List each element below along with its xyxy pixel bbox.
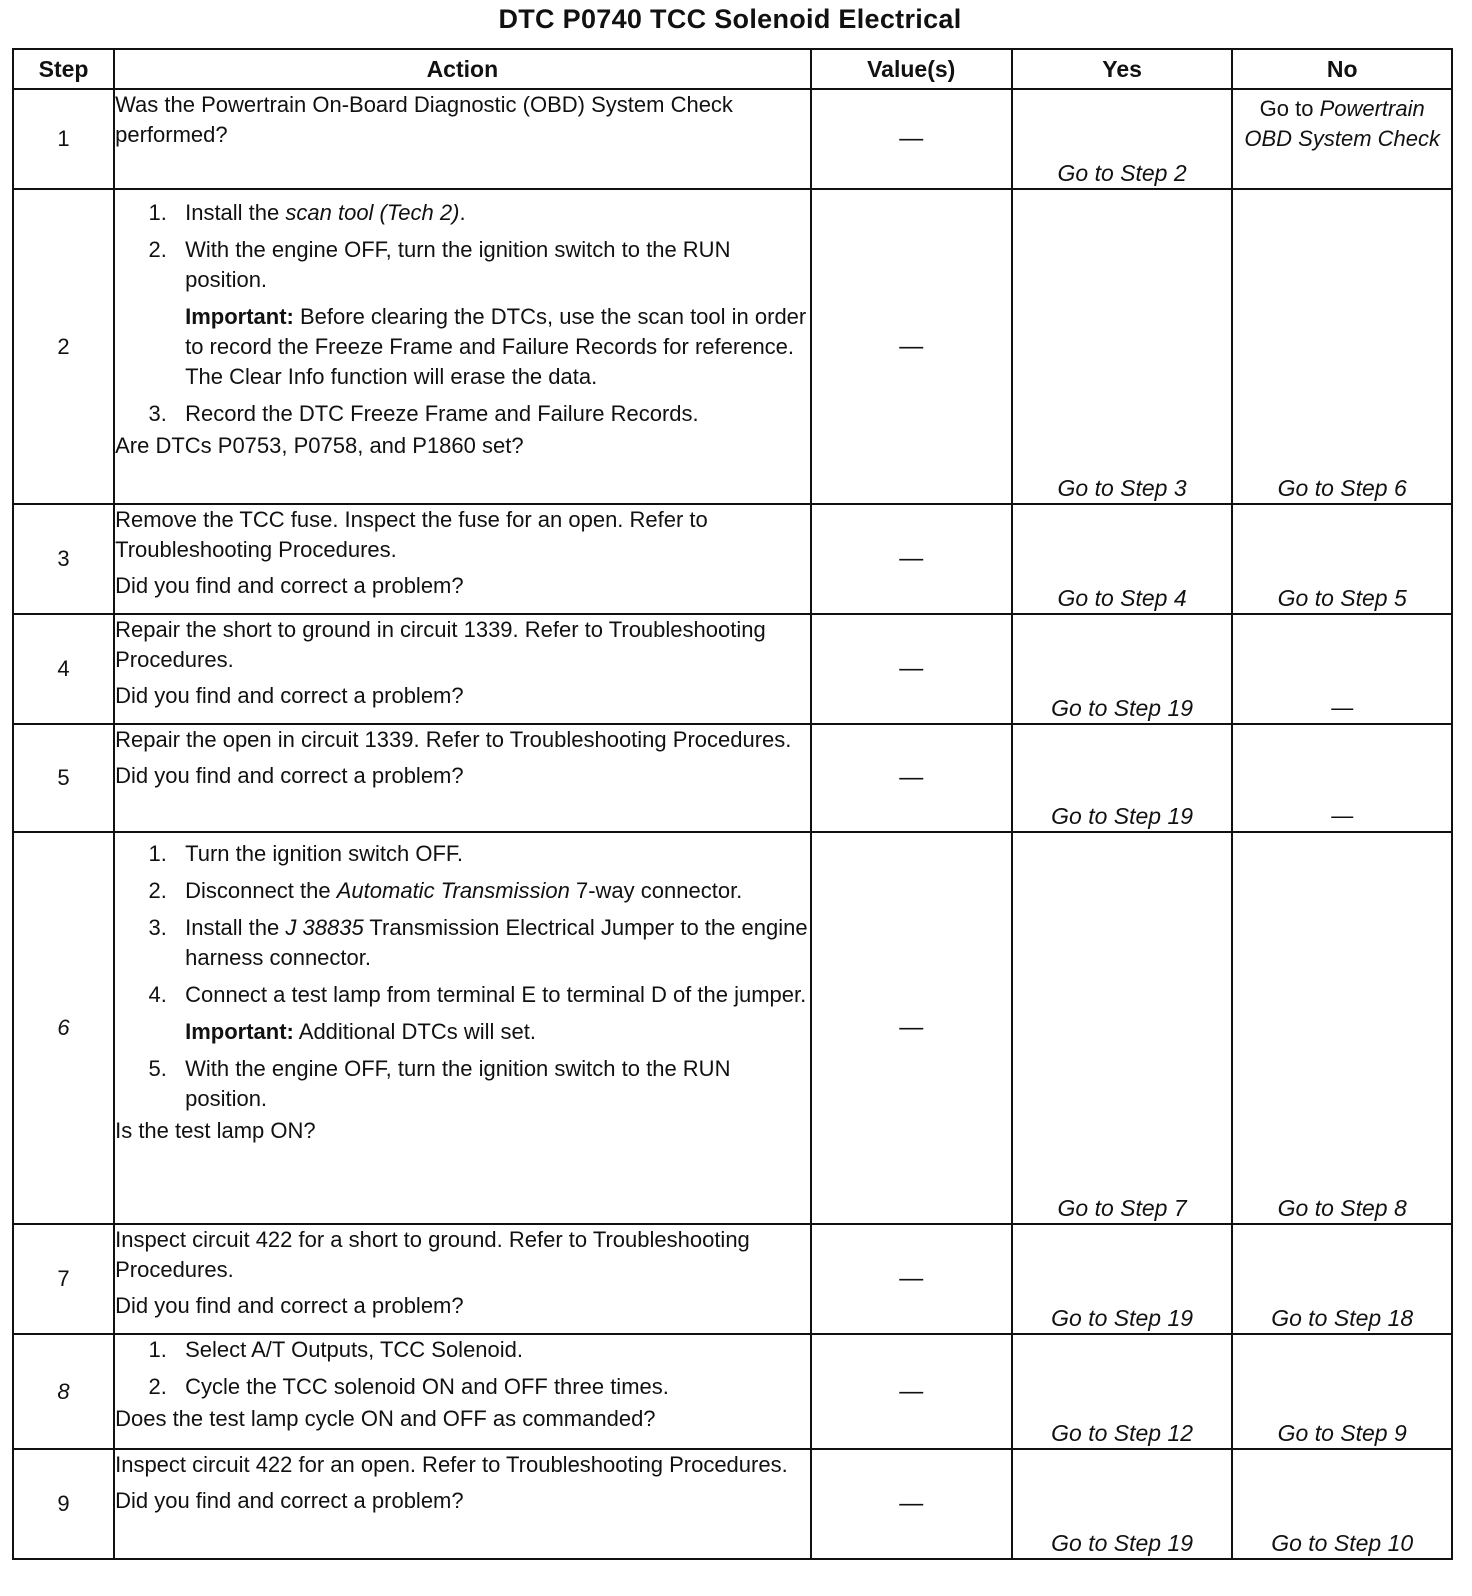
yes-cell: Go to Step 7 (1012, 832, 1233, 1224)
yes-cell: Go to Step 2 (1012, 89, 1233, 189)
table-row (13, 504, 1452, 614)
table-row (13, 724, 1452, 832)
list-item: 1. Select A/T Outputs, TCC Solenoid. (179, 1335, 810, 1365)
action-cell (114, 1334, 811, 1449)
value-cell: — (811, 1334, 1012, 1449)
list-item: 4. Connect a test lamp from terminal E to terminal D of the jumper. (179, 980, 810, 1010)
yes-cell: Go to Step 19 (1012, 1224, 1233, 1334)
step-number: 4 (13, 614, 114, 724)
action-list (115, 1335, 810, 1402)
list-item: 2. With the engine OFF, turn the ignition switch to the RUN position. (179, 235, 810, 295)
action-cell (114, 504, 811, 614)
list-item: 3. Install the J 38835 Transmission Electrical Jumper to the engine harness connector. (179, 913, 810, 973)
yes-cell: Go to Step 12 (1012, 1334, 1233, 1449)
no-cell: Go to Step 8 (1232, 832, 1452, 1224)
action-list (115, 198, 810, 295)
list-item: 3. Record the DTC Freeze Frame and Failure Records. (179, 399, 810, 429)
value-cell: — (811, 189, 1012, 504)
action-question: Did you find and correct a problem? (115, 683, 464, 708)
action-question: Did you find and correct a problem? (115, 1293, 464, 1318)
step-number: 2 (13, 189, 114, 504)
value-cell: — (811, 1449, 1012, 1559)
action-text: Repair the short to ground in circuit 1339. Refer to Troubleshooting Procedures. (115, 617, 766, 672)
action-text: Inspect circuit 422 for a short to ground. Refer to Troubleshooting Procedures. (115, 1227, 750, 1282)
action-list (115, 839, 810, 1010)
header-no: No (1232, 49, 1452, 89)
no-cell: Go to Step 10 (1232, 1449, 1452, 1559)
action-text: Was the Powertrain On-Board Diagnostic (OBD) System Check performed? (115, 92, 733, 147)
action-cell (114, 832, 811, 1224)
action-cell (114, 89, 811, 189)
action-cell (114, 1224, 811, 1334)
list-item: 5. With the engine OFF, turn the ignition switch to the RUN position. (179, 1054, 810, 1114)
diagnostic-table (12, 48, 1453, 1560)
step-number: 9 (13, 1449, 114, 1559)
value-cell: — (811, 504, 1012, 614)
action-text: Repair the open in circuit 1339. Refer to Troubleshooting Procedures. (115, 727, 792, 752)
action-cell (114, 724, 811, 832)
header-step: Step (13, 49, 114, 89)
action-question: Is the test lamp ON? (115, 1118, 316, 1143)
important-note: Important: Additional DTCs will set. (185, 1019, 536, 1044)
table-row (13, 614, 1452, 724)
action-question: Did you find and correct a problem? (115, 1488, 464, 1513)
action-question: Does the test lamp cycle ON and OFF as commanded? (115, 1406, 656, 1431)
important-note: Important: Before clearing the DTCs, use the scan tool in order to record the Freeze Frame and Failure Records for reference. The Clear Info function will erase the data. (185, 304, 807, 389)
step-number: 6 (13, 832, 114, 1224)
yes-cell: Go to Step 19 (1012, 724, 1233, 832)
list-item: 1. Install the scan tool (Tech 2). (179, 198, 810, 228)
no-cell: Go to Step 9 (1232, 1334, 1452, 1449)
no-cell: Go to Step 5 (1232, 504, 1452, 614)
no-prefix: Go to (1259, 96, 1314, 121)
header-action: Action (114, 49, 811, 89)
action-question: Did you find and correct a problem? (115, 573, 464, 598)
table-row (13, 832, 1452, 1224)
action-cell (114, 1449, 811, 1559)
header-yes: Yes (1012, 49, 1233, 89)
action-question: Are DTCs P0753, P0758, and P1860 set? (115, 433, 524, 458)
list-item: 2. Disconnect the Automatic Transmission 7-way connector. (179, 876, 810, 906)
no-cell (1232, 89, 1452, 189)
step-number: 7 (13, 1224, 114, 1334)
yes-cell: Go to Step 4 (1012, 504, 1233, 614)
value-cell: — (811, 614, 1012, 724)
action-text: Inspect circuit 422 for an open. Refer to Troubleshooting Procedures. (115, 1452, 788, 1477)
action-cell (114, 614, 811, 724)
action-question: Did you find and correct a problem? (115, 763, 464, 788)
yes-cell: Go to Step 19 (1012, 614, 1233, 724)
step-number: 8 (13, 1334, 114, 1449)
list-item: 1. Turn the ignition switch OFF. (179, 839, 810, 869)
value-cell: — (811, 89, 1012, 189)
table-row (13, 189, 1452, 504)
value-cell: — (811, 1224, 1012, 1334)
page-title: DTC P0740 TCC Solenoid Electrical (498, 4, 962, 34)
no-cell: — (1232, 724, 1452, 832)
list-item: 2. Cycle the TCC solenoid ON and OFF three times. (179, 1372, 810, 1402)
table-row (13, 1224, 1452, 1334)
action-text: Remove the TCC fuse. Inspect the fuse for an open. Refer to Troubleshooting Procedures. (115, 507, 708, 562)
value-cell: — (811, 724, 1012, 832)
no-reference: Powertrain OBD System Check (1244, 96, 1440, 151)
action-list (115, 1054, 810, 1114)
no-cell: Go to Step 18 (1232, 1224, 1452, 1334)
table-row (13, 89, 1452, 189)
action-cell (114, 189, 811, 504)
action-list (115, 399, 810, 429)
no-cell: — (1232, 614, 1452, 724)
yes-cell: Go to Step 19 (1012, 1449, 1233, 1559)
yes-cell: Go to Step 3 (1012, 189, 1233, 504)
step-number: 3 (13, 504, 114, 614)
table-row (13, 1449, 1452, 1559)
no-cell: Go to Step 6 (1232, 189, 1452, 504)
header-values: Value(s) (811, 49, 1012, 89)
table-row (13, 1334, 1452, 1449)
step-number: 1 (13, 89, 114, 189)
step-number: 5 (13, 724, 114, 832)
value-cell: — (811, 832, 1012, 1224)
table-header-row (13, 49, 1452, 89)
